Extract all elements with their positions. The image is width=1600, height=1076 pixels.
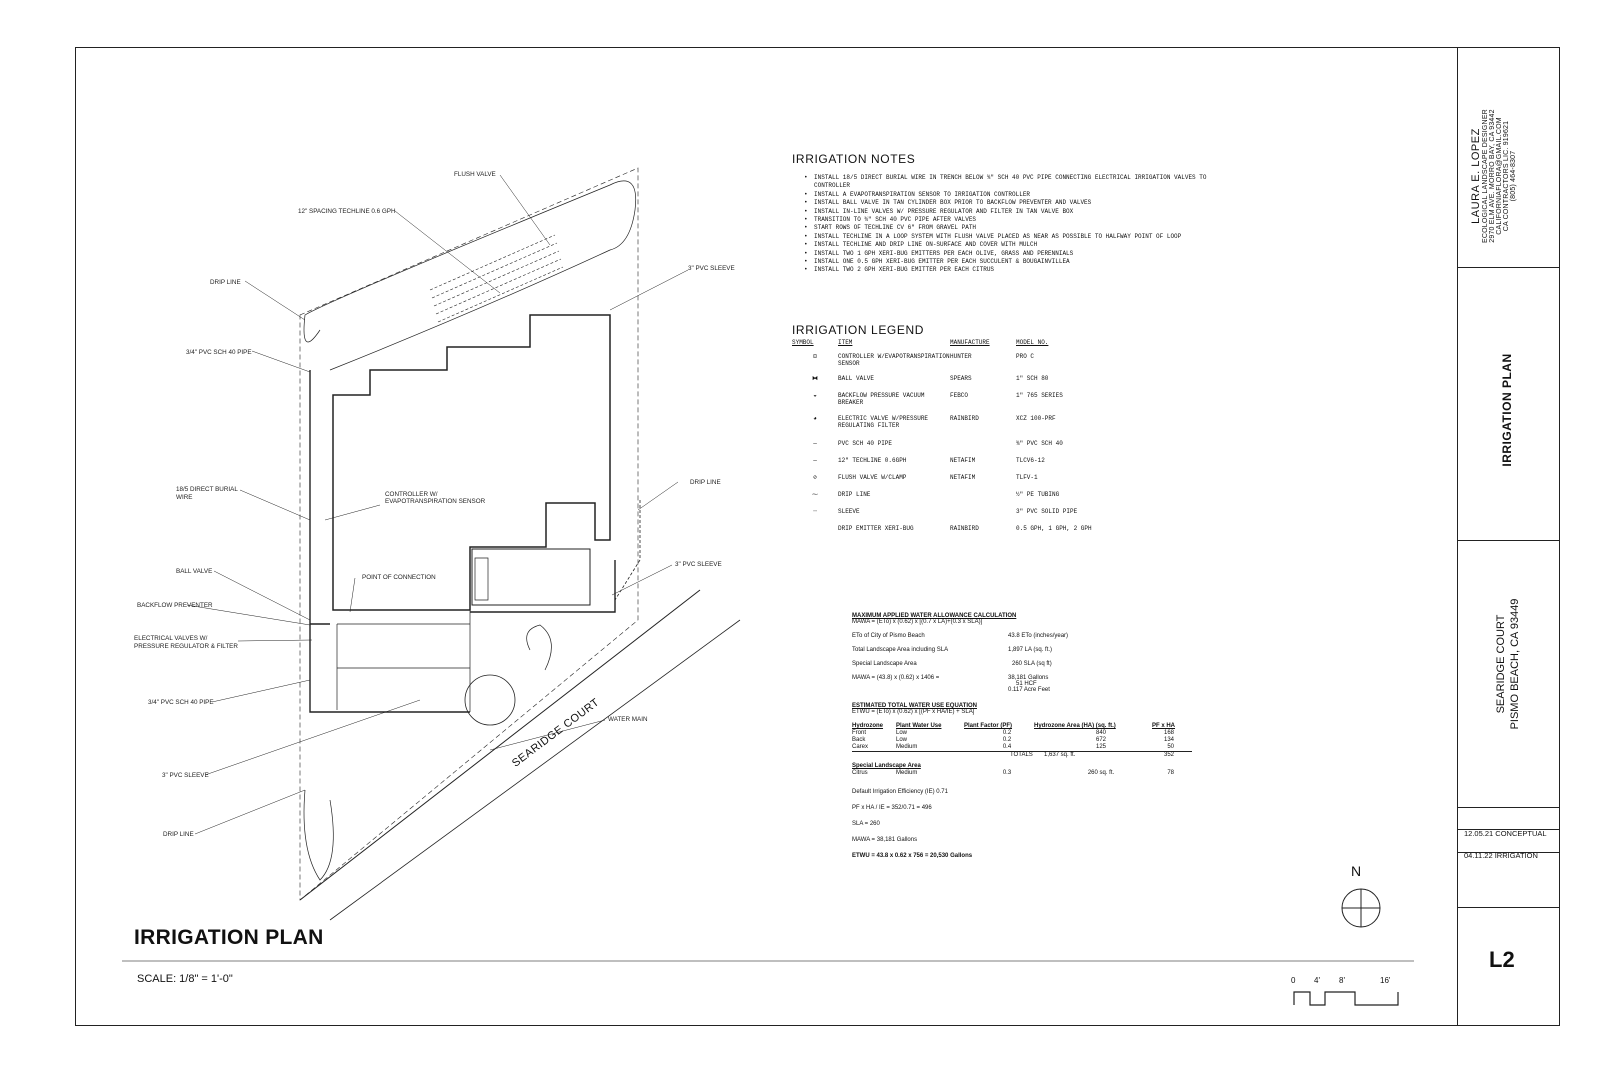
legend-symbol: ⁓ [812, 491, 818, 498]
etwu-cell: 672 [1095, 737, 1106, 743]
title-block-divider [1458, 540, 1560, 541]
etwu-col-header: PF x HA [1152, 723, 1176, 729]
legend-row [792, 415, 1112, 440]
etwu-line: MAWA = 38,181 Gallons [852, 837, 918, 843]
legend-manufacture: NETAFIM [950, 474, 976, 481]
sla-heading: Special Landscape Area [852, 763, 921, 769]
legend-heading: IRRIGATION LEGEND [792, 323, 924, 337]
etwu-heading: ESTIMATED TOTAL WATER USE EQUATION [852, 703, 978, 709]
callout-pvc-sleeve: 3" PVC SLEEVE [675, 561, 722, 568]
etwu-totals-pf: 352 [1163, 752, 1174, 758]
note-item: • INSTALL TWO 1 GPH XERI-BUG EMITTERS PER EACH OLIVE, GRASS AND PERENNIALS [804, 250, 1212, 258]
callout-ball-valve: BALL VALVE [176, 568, 213, 575]
etwu-cell: Back [852, 737, 866, 743]
mawa-calc-value: 51 HCF [1016, 681, 1037, 687]
callout-pvc-pipe: 3/4" PVC SCH 40 PIPE [186, 349, 252, 356]
etwu-cell: Low [896, 730, 908, 736]
callout-water-main: WATER MAIN [608, 716, 648, 723]
sla-cell: 78 [1167, 770, 1174, 776]
etwu-final: ETWU = 43.8 x 0.62 x 756 = 20,530 Gallons [852, 853, 973, 859]
callout-drip-line: DRIP LINE [690, 479, 721, 486]
title-block-divider [1458, 807, 1560, 808]
legend-model: XCZ 100-PRF [1016, 415, 1056, 422]
revision-2: 04.11.22 IRRIGATION [1464, 851, 1538, 860]
legend-symbol: ⧓ [812, 375, 818, 382]
etwu-formula: ETWU = (ETo) x (0.62) x [(PF x HA/IE) + SLA] [852, 709, 975, 715]
callout-point-of-connection: POINT OF CONNECTION [362, 574, 436, 581]
callout-pvc-sleeve: 3" PVC SLEEVE [162, 772, 209, 779]
note-item: • INSTALL A EVAPOTRANSPIRATION SENSOR TO IRRIGATION CONTROLLER [804, 191, 1212, 199]
legend-row [792, 474, 1112, 491]
legend-item: FLUSH VALVE W/CLAMP [838, 474, 907, 481]
designer-title: ECOLOGICAL LANDSCAPE DESIGNER [1482, 109, 1489, 243]
legend-col-header: MANUFACTURE [950, 339, 990, 346]
mawa-calc-value: 0.117 Acre Feet [1008, 687, 1050, 693]
plan-scale: SCALE: 1/8" = 1'-0" [137, 973, 233, 985]
note-item: • INSTALL BALL VALVE IN TAN CYLINDER BOX PRIOR TO BACKFLOW PREVENTER AND VALVES [804, 199, 1212, 207]
etwu-cell: 0.2 [1002, 730, 1012, 736]
legend-model: PRO C [1016, 353, 1035, 360]
legend-symbol: ◒ [813, 392, 817, 399]
legend-manufacture: NETAFIM [950, 457, 976, 464]
etwu-cell: 0.2 [1002, 737, 1012, 743]
mawa-calc [852, 675, 1192, 693]
etwu-cell: Front [852, 730, 867, 736]
scale-label: 4' [1314, 976, 1320, 985]
legend-symbol: ⊡ [813, 353, 817, 360]
etwu-cell: 134 [1163, 737, 1174, 743]
sla-cell: Citrus [852, 770, 868, 776]
etwu-header-row [852, 723, 1192, 730]
etwu-totals-label: TOTALS [1010, 752, 1033, 758]
project-address [1494, 564, 1526, 764]
mawa-row-label: Total Landscape Area including SLA [852, 647, 949, 653]
drip-line-lower [527, 625, 552, 670]
legend-item: BALL VALVE [838, 375, 875, 382]
callout-backflow: BACKFLOW PREVENTER [137, 602, 213, 609]
mawa-row-value: 43.8 ETo (inches/year) [1008, 633, 1069, 639]
callout-elec-valves: PRESSURE REGULATOR & FILTER [134, 643, 238, 650]
etwu-cell: 50 [1167, 744, 1174, 750]
notes-list [804, 174, 1212, 275]
project-street: SEARIDGE COURT [1495, 614, 1507, 714]
legend-model: ¾" PVC SCH 40 [1016, 440, 1063, 447]
drip-line-lower [304, 790, 333, 880]
scale-label: 0 [1291, 976, 1296, 985]
legend-symbol: ◕ [813, 415, 817, 422]
etwu-col-header: Hydrozone [852, 723, 884, 729]
mawa-row [852, 647, 1192, 653]
legend-row [792, 525, 1112, 542]
etwu-col-header: Plant Water Use [896, 723, 942, 729]
legend-item: DRIP EMITTER XERI-BUG [838, 525, 914, 532]
legend-row [792, 375, 1112, 392]
etwu-cell: Medium [896, 744, 918, 750]
legend-item: SLEEVE [838, 508, 860, 515]
plan-title: IRRIGATION PLAN [134, 926, 324, 949]
legend-manufacture: SPEARS [950, 375, 972, 382]
note-item: • TRANSITION TO ¾" SCH 40 PVC PIPE AFTER VALVES [804, 216, 1212, 224]
techline-rows [430, 235, 563, 322]
street-line [330, 620, 740, 920]
property-line [300, 168, 638, 900]
north-arrow [1342, 889, 1380, 927]
callout-burial-wire: WIRE [176, 494, 193, 501]
callout-drip-line: DRIP LINE [210, 279, 241, 286]
etwu-col-header: Plant Factor (PF) [964, 723, 1013, 729]
mawa-row [852, 633, 1192, 639]
north-label: N [1351, 863, 1362, 879]
legend-row [792, 457, 1112, 474]
legend-col-header: SYMBOL [792, 339, 814, 346]
sla-cell: 260 sq. ft. [1087, 770, 1115, 776]
etwu-cell: 0.4 [1002, 744, 1012, 750]
callout-pvc-pipe: 3/4" PVC SCH 40 PIPE [148, 699, 214, 706]
note-item: • INSTALL 18/5 DIRECT BURIAL WIRE IN TRENCH BELOW ¾" SCH 40 PVC PIPE CONNECTING ELECTRICAL IRRIGATION VALVES TO CONTROLLER [804, 174, 1212, 191]
scale-bar [1294, 992, 1398, 1005]
sla-cell: 0.3 [1002, 770, 1012, 776]
mawa-row-label: ETo of City of Pismo Beach [852, 633, 925, 639]
etwu-col-header: Hydrozone Area (HA) (sq. ft.) [1034, 723, 1116, 729]
callout-flush-valve: FLUSH VALVE [454, 171, 496, 178]
notes-heading: IRRIGATION NOTES [792, 152, 916, 166]
mawa-calc-values [1008, 675, 1050, 693]
scale-label: 16' [1380, 976, 1391, 985]
main-line [310, 370, 615, 712]
irrigation-legend [792, 323, 1112, 542]
legend-model: TLCV6-12 [1016, 457, 1045, 464]
callout-controller: EVAPOTRANSPIRATION SENSOR [385, 498, 486, 505]
legend-symbol: — [813, 457, 817, 464]
legend-item: CONTROLLER W/EVAPOTRANSPIRATION SENSOR [838, 353, 950, 367]
mawa-calc-value: 38,181 Gallons [1008, 675, 1049, 681]
title-block-divider [1458, 907, 1560, 908]
mawa-row-value: 1,897 LA (sq. ft.) [1008, 647, 1053, 653]
legend-item: PVC SCH 40 PIPE [838, 440, 893, 447]
etwu-totals-area: 1,637 sq. ft. [1044, 752, 1076, 758]
garage-outline [472, 549, 590, 605]
legend-symbol: ┄ [813, 508, 817, 515]
legend-manufacture: RAINBIRD [950, 415, 979, 422]
legend-manufacture: HUNTER [950, 353, 972, 360]
scale-label: 8' [1339, 976, 1345, 985]
etwu-line: PF x HA / IE = 352/0.71 = 496 [852, 805, 932, 811]
etwu-row [852, 737, 1192, 744]
sheet-title: IRRIGATION PLAN [1500, 353, 1514, 467]
legend-row [792, 353, 1112, 375]
legend-manufacture: FEBCO [950, 392, 969, 399]
legend-model: 0.5 GPH, 1 GPH, 2 GPH [1016, 525, 1092, 532]
mawa-calc-label: MAWA = (43.8) x (0.62) x 1406 = [852, 675, 940, 681]
legend-row [792, 440, 1112, 457]
drip-line-right [615, 500, 640, 600]
legend-model: 1" SCH 80 [1016, 375, 1049, 382]
note-item: • INSTALL TECHLINE AND DRIP LINE ON-SURFACE AND COVER WITH MULCH [804, 241, 1212, 249]
etwu-line: Default Irrigation Efficiency (IE) 0.71 [852, 789, 948, 795]
designer-address: 2970 ELM AVE. MORRO BAY, CA 93442 [1489, 109, 1496, 243]
callout-pvc-sleeve: 3" PVC SLEEVE [688, 265, 735, 272]
legend-item: BACKFLOW PRESSURE VACUUM BREAKER [838, 392, 925, 406]
mawa-row-label: Special Landscape Area [852, 661, 917, 667]
legend-model: 1" 765 SERIES [1016, 392, 1063, 399]
legend-header-row [792, 339, 1112, 346]
planting-circle [465, 675, 515, 725]
note-item: • INSTALL TWO 2 GPH XERI-BUG EMITTER PER EACH CITRUS [804, 266, 1212, 274]
etwu-cell: Low [896, 737, 908, 743]
legend-model: 3" PVC SOLID PIPE [1016, 508, 1078, 515]
sheet-number: L2 [1489, 947, 1515, 972]
callout-controller: CONTROLLER W/ [385, 491, 438, 498]
designer-email: CALIFORNIAFLORA@GMAIL.COM [1496, 117, 1503, 235]
revision-1: 12.05.21 CONCEPTUAL [1464, 829, 1547, 838]
street-line [300, 590, 700, 900]
sla-cell: Medium [896, 770, 918, 776]
callout-elec-valves: ELECTRICAL VALVES W/ [134, 635, 208, 642]
etwu-totals-row [852, 752, 1192, 759]
legend-item: 12" TECHLINE 0.6GPH [838, 457, 907, 464]
designer-license: CA CONTRACTORS LIC. 919621 [1503, 120, 1510, 232]
garage-inner [475, 558, 488, 600]
note-item: • INSTALL IN-LINE VALVES W/ PRESSURE REGULATOR AND FILTER IN TAN VALVE BOX [804, 208, 1212, 216]
street-name: SEARIDGE COURT [510, 696, 602, 770]
legend-model: TLFV-1 [1016, 474, 1038, 481]
etwu-cell: 840 [1095, 730, 1106, 736]
irrigation-notes [792, 152, 1212, 275]
legend-item: ELECTRIC VALVE W/PRESSURE REGULATING FILTER [838, 415, 929, 429]
note-item: • START ROWS OF TECHLINE CV 6" FROM GRAVEL PATH [804, 224, 1212, 232]
callout-drip-line: DRIP LINE [163, 831, 194, 838]
etwu-cell: 168 [1163, 730, 1174, 736]
note-item: • INSTALL TECHLINE IN A LOOP SYSTEM WITH FLUSH VALVE PLACED AS NEAR AS POSSIBLE TO HALFWAY POINT OF LOOP [804, 233, 1212, 241]
etwu-line: SLA = 260 [852, 821, 880, 827]
legend-row [792, 392, 1112, 415]
etwu-cell: Carex [852, 744, 869, 750]
legend-symbol: — [813, 440, 817, 447]
mawa-formula: MAWA = (ETo) x (0.62) x [(0.7 x LA)+(0.3 x SLA)] [852, 619, 983, 625]
sla-row [852, 770, 1192, 777]
etwu-row [852, 744, 1192, 752]
legend-model: ½" PE TUBING [1016, 491, 1060, 498]
driveway [337, 610, 470, 712]
mawa-heading: MAXIMUM APPLIED WATER ALLOWANCE CALCULATION [852, 613, 1017, 619]
legend-col-header: MODEL NO. [1016, 339, 1049, 346]
etwu-row [852, 730, 1192, 737]
note-item: • INSTALL ONE 0.5 GPH XERI-BUG EMITTER PER EACH SUCCULENT & BOUGAINVILLEA [804, 258, 1212, 266]
callout-burial-wire: 18/5 DIRECT BURIAL [176, 486, 238, 493]
mawa-row-value: 260 SLA (sq ft) [1012, 661, 1052, 667]
etwu-cell: 125 [1095, 744, 1106, 750]
mawa-calculation [852, 613, 1192, 859]
legend-manufacture: RAINBIRD [950, 525, 979, 532]
legend-row [792, 491, 1112, 508]
designer-phone: (805) 464-8307 [1510, 150, 1517, 202]
mawa-row [852, 661, 1192, 667]
project-city: PISMO BEACH, CA 93449 [1509, 598, 1521, 730]
legend-symbol: ⊘ [813, 474, 817, 481]
callout-techline: 12" SPACING TECHLINE 0.6 GPH [298, 208, 396, 215]
designer-info [1470, 76, 1530, 276]
legend-col-header: ITEM [838, 339, 853, 346]
designer-name: LAURA E. LOPEZ [1470, 128, 1482, 224]
legend-item: DRIP LINE [838, 491, 871, 498]
legend-row [792, 508, 1112, 525]
